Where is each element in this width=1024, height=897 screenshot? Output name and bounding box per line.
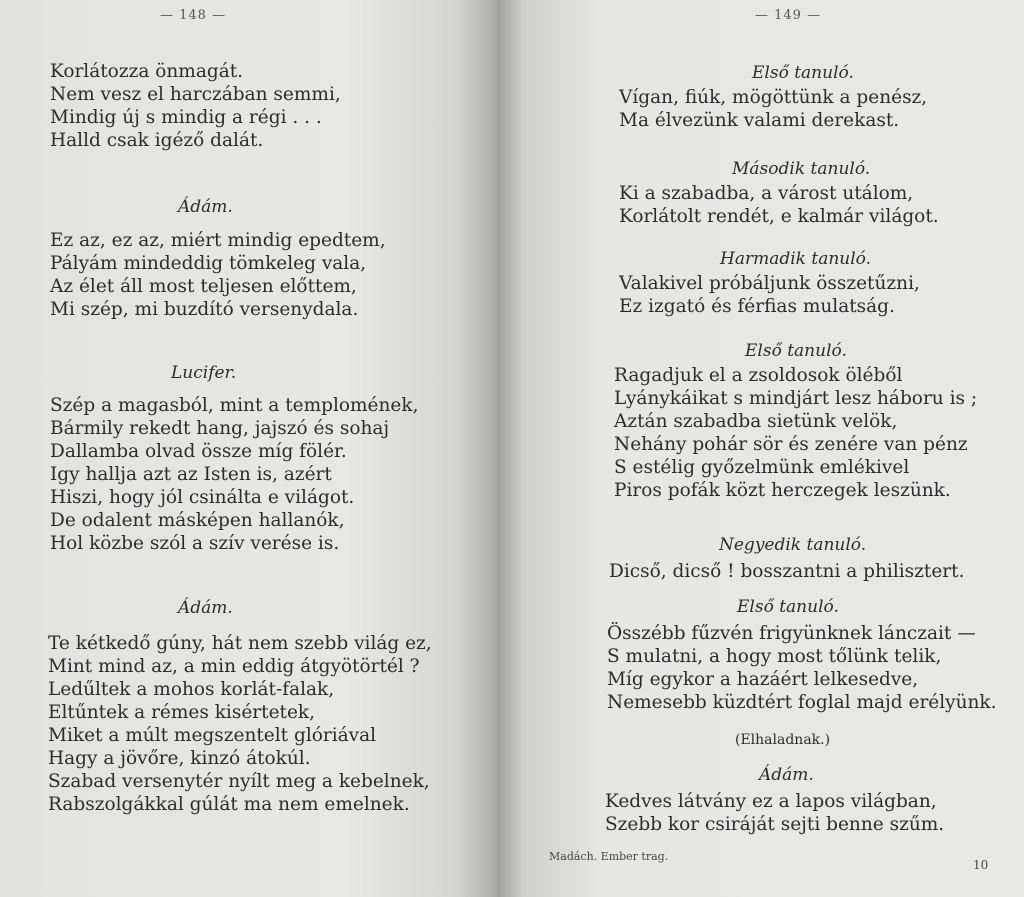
verse-line: Aztán szabadba sietünk velök, [614, 411, 898, 432]
verse-line: Mi szép, mi buzdító versenydala. [50, 299, 359, 320]
verse-line: Nem vesz el harczában semmi, [50, 84, 341, 105]
verse-line: Rabszolgákkal gúlát ma nem emelnek. [48, 794, 410, 815]
verse-line: Ki a szabadba, a várost utálom, [619, 183, 914, 204]
page-number-left: — 148 — [160, 8, 227, 23]
verse-line: Piros pofák közt herczegek leszünk. [614, 480, 951, 501]
speaker-name: Ádám. [759, 765, 814, 785]
signature-mark: Madách. Ember trag. [549, 850, 669, 863]
left-page [0, 0, 497, 897]
speech-4 [614, 364, 977, 502]
verse-line: Ma élvezünk valami derekast. [619, 110, 900, 131]
stanza-3 [50, 394, 418, 555]
speaker-name: Negyedik tanuló. [719, 535, 867, 555]
verse-line: Lyánykáikat s mindjárt lesz háboru is ; [614, 388, 978, 409]
verse-line: S mulatni, a hogy most tőlünk telik, [607, 646, 942, 667]
verse-line: Ragadjuk el a zsoldosok öléből [614, 365, 903, 386]
verse-line: Hiszi, hogy jól csinálta e világot. [50, 487, 355, 508]
verse-line: Ez izgató és férfias mulatság. [619, 296, 895, 317]
verse-line: Mindig új s mindig a régi . . . [50, 107, 322, 128]
verse-line: De odalent másképen hallanók, [50, 510, 345, 531]
stanza-4 [48, 632, 432, 816]
speech-7 [605, 790, 944, 836]
verse-line: Mint mind az, a min eddig átgyötörtél ? [48, 656, 420, 677]
verse-line: Korlátozza önmagát. [50, 61, 244, 82]
verse-line: Hol közbe szól a szív verése is. [50, 533, 340, 554]
speech-5 [609, 560, 964, 583]
verse-line: Szabad versenytér nyílt meg a kebelnek, [48, 771, 430, 792]
verse-line: Dicső, dicső ! bosszantni a philisztert. [609, 561, 965, 582]
speaker-name: Első tanuló. [752, 63, 854, 83]
verse-line: Pályám mindeddig tömkeleg vala, [50, 253, 367, 274]
stanza-2 [50, 229, 386, 321]
speaker-name: Harmadik tanuló. [720, 249, 872, 269]
verse-line: S estélig győzelmünk emlékivel [614, 457, 910, 478]
verse-line: Szép a magasból, mint a templomének, [50, 395, 419, 416]
verse-line: Összébb fűzvén frigyünknek lánczait — [607, 623, 976, 644]
verse-line: Miket a múlt megszentelt glóriával [48, 725, 377, 746]
speaker-name: Ádám. [178, 197, 233, 217]
speaker-name: Első tanuló. [737, 597, 839, 617]
verse-line: Korlátolt rendét, e kalmár világot. [619, 206, 939, 227]
page-number-right: — 149 — [755, 8, 822, 23]
speech-2 [619, 182, 939, 228]
verse-line: Halld csak igéző dalát. [50, 130, 264, 151]
verse-line: Szebb kor csiráját sejti benne szűm. [605, 814, 945, 835]
verse-line: Nehány pohár sör és zenére van pénz [614, 434, 968, 455]
verse-line: Míg egykor a hazáért lelkesedve, [607, 669, 919, 690]
verse-line: Eltűntek a rémes kisértetek, [48, 702, 315, 723]
speech-6 [607, 622, 997, 714]
speech-1 [619, 86, 927, 132]
verse-line: Bármily rekedt hang, jajszó és sohaj [50, 418, 390, 439]
speech-3 [619, 272, 920, 318]
verse-line: Nemesebb küzdtért foglal majd erélyünk. [607, 692, 997, 713]
verse-line: Az élet áll most teljesen előttem, [50, 276, 357, 297]
verse-line: Dallamba olvad össze míg fölér. [50, 441, 347, 462]
speaker-name: Ádám. [178, 598, 233, 618]
verse-line: Kedves látvány ez a lapos világban, [605, 791, 937, 812]
verse-line: Hagy a jövőre, kinzó átokúl. [48, 748, 311, 769]
speaker-name: Első tanuló. [745, 341, 847, 361]
right-page [497, 0, 1024, 897]
verse-line: Ledűltek a mohos korlát-falak, [48, 679, 335, 700]
speaker-name: Lucifer. [171, 363, 237, 383]
verse-line: Ez az, ez az, miért mindig epedtem, [50, 230, 386, 251]
verse-line: Igy hallja azt az Isten is, azért [50, 464, 332, 485]
verse-line: Te kétkedő gúny, hát nem szebb világ ez, [48, 633, 432, 654]
speaker-name: Második tanuló. [732, 159, 871, 179]
verse-line: Vígan, fiúk, mögöttünk a penész, [619, 87, 928, 108]
stage-direction: (Elhaladnak.) [735, 732, 831, 748]
verse-line: Valakivel próbáljunk összetűzni, [619, 273, 920, 294]
stanza-1 [50, 60, 341, 152]
sheet-number: 10 [973, 858, 989, 872]
